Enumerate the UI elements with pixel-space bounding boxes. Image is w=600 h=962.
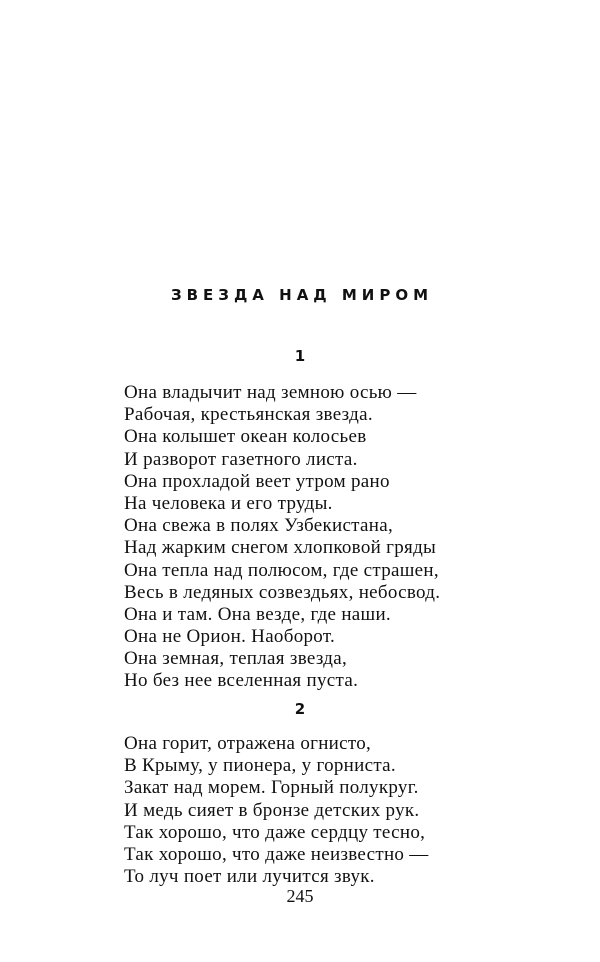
poem-line: Так хорошо, что даже неизвестно — bbox=[124, 843, 429, 865]
section-number: 2 bbox=[294, 700, 306, 718]
poem-line: То луч поет или лучится звук. bbox=[124, 866, 375, 888]
poem-line: Так хорошо, что даже сердцу тесно, bbox=[124, 821, 426, 843]
poem-line: Она колышет океан колосьев bbox=[124, 426, 367, 448]
poem-line: Над жарким снегом хлопковой гряды bbox=[124, 537, 437, 559]
poem-line: В Крыму, у пионера, у горниста. bbox=[124, 755, 396, 777]
poem-line: Она прохладой веет утром рано bbox=[124, 470, 390, 492]
poem-line: Она владычит над земною осью — bbox=[124, 382, 417, 403]
poem-line: Она горит, отражена огнисто, bbox=[124, 733, 372, 754]
poem-title: ЗВЕЗДА НАД МИРОМ bbox=[170, 286, 434, 304]
stanza-1 bbox=[124, 382, 440, 693]
poem-line: Но без нее вселенная пуста. bbox=[124, 670, 359, 692]
poem-line: Она свежа в полях Узбекистана, bbox=[124, 515, 394, 537]
poem-line: Закат над морем. Горный полукруг. bbox=[124, 777, 419, 799]
poem-line: Она земная, теплая звезда, bbox=[124, 648, 348, 670]
page-number: 245 bbox=[286, 886, 314, 906]
poem-line: Весь в ледяных созвездьях, небосвод. bbox=[124, 581, 441, 603]
poem-line: Она не Орион. Наоборот. bbox=[124, 626, 336, 648]
poem-line: На человека и его труды. bbox=[124, 492, 333, 514]
stanza-2 bbox=[124, 733, 429, 888]
poem-line: Она и там. Она везде, где наши. bbox=[124, 603, 391, 625]
poem-line: Рабочая, крестьянская звезда. bbox=[124, 404, 373, 426]
section-number: 1 bbox=[294, 347, 306, 365]
poem-line: И разворот газетного листа. bbox=[124, 448, 358, 470]
poem-line: Она тепла над полюсом, где страшен, bbox=[124, 559, 439, 581]
poem-line: И медь сияет в бронзе детских рук. bbox=[124, 799, 420, 821]
